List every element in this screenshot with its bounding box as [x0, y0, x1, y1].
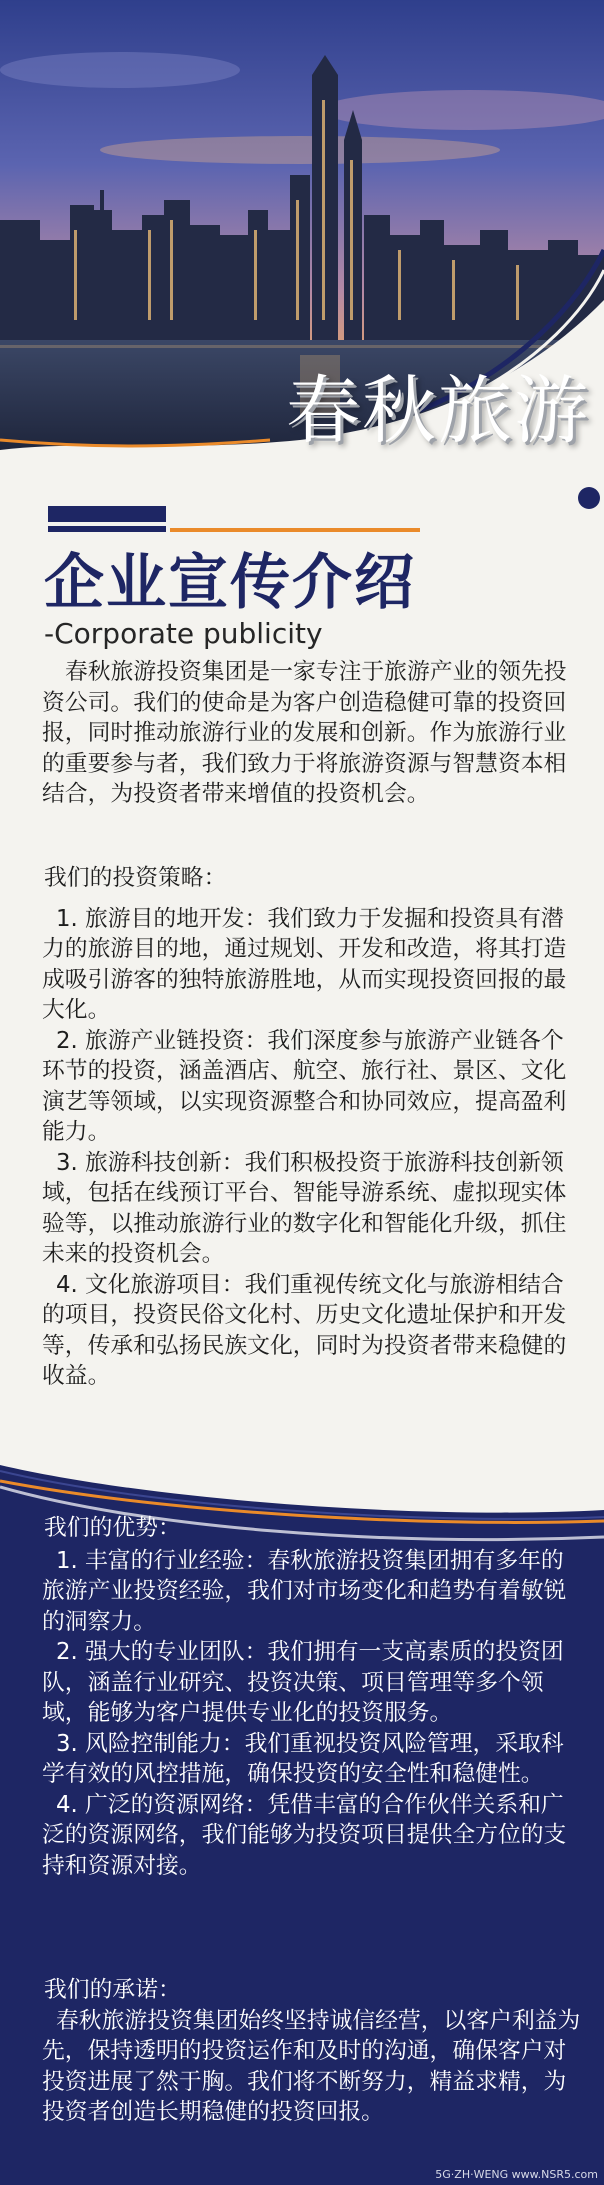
commitment-block — [42, 1975, 582, 2128]
section-subtitle: -Corporate publicity — [44, 617, 323, 650]
advantages-heading: 我们的优势： — [44, 1515, 181, 1541]
strategy-item: 3. 旅游科技创新：我们积极投资于旅游科技创新领域，包括在线预订平台、智能导游系统、虚拟现实体验等，以推动旅游行业的数字化和智能化升级，抓住未来的投资机会。 — [42, 1149, 567, 1267]
strategy-item: 2. 旅游产业链投资：我们深度参与旅游产业链各个环节的投资，涵盖酒店、航空、旅行社、景区、文化演艺等领域，以实现资源整合和协同效应，提高盈利能力。 — [42, 1027, 567, 1145]
watermark-text: 5G·ZH·WENG www.NSR5.com — [435, 2168, 598, 2181]
decorative-bar — [48, 506, 166, 522]
advantage-item: 3. 风险控制能力：我们重视投资风险管理，采取科学有效的风控措施，确保投资的安全性和稳健性。 — [42, 1730, 564, 1787]
intro-paragraph: 春秋旅游投资集团是一家专注于旅游产业的领先投资公司。我们的使命是为客户创造稳健可靠的投资回报，同时推动旅游行业的发展和创新。作为旅游行业的重要参与者，我们致力于将旅游资源与智慧资本相结合，为投资者带来增值的投资机会。 — [42, 659, 567, 807]
strategy-heading: 我们的投资策略： — [44, 865, 227, 891]
strategy-item: 1. 旅游目的地开发：我们致力于发掘和投资具有潜力的旅游目的地，通过规划、开发和改造，将其打造成吸引游客的独特旅游胜地，从而实现投资回报的最大化。 — [42, 905, 567, 1023]
decorative-bar-thin — [48, 526, 166, 532]
decorative-orange-line — [170, 528, 420, 532]
intro-block — [42, 657, 582, 810]
brand-title: 春秋旅游 — [286, 368, 590, 454]
strategy-item: 4. 文化旅游项目：我们重视传统文化与旅游相结合的项目，投资民俗文化村、历史文化遗址保护和开发等，传承和弘扬民族文化，同时为投资者带来稳健的收益。 — [42, 1271, 567, 1389]
advantages-block — [42, 1513, 582, 1881]
advantage-item: 4. 广泛的资源网络：凭借丰富的合作伙伴关系和广泛的资源网络，我们能够为投资项目提供全方位的支持和资源对接。 — [42, 1791, 567, 1879]
advantage-item: 1. 丰富的行业经验：春秋旅游投资集团拥有多年的旅游产业投资经验，我们对市场变化和趋势有着敏锐的洞察力。 — [42, 1547, 567, 1635]
advantage-item: 2. 强大的专业团队：我们拥有一支高素质的投资团队，涵盖行业研究、投资决策、项目管理等多个领域，能够为客户提供专业化的投资服务。 — [42, 1639, 564, 1726]
commitment-heading: 我们的承诺： — [44, 1977, 181, 2003]
section-title: 企业宣传介绍 — [44, 548, 416, 618]
commitment-paragraph: 春秋旅游投资集团始终坚持诚信经营，以客户利益为先，保持透明的投资运作和及时的沟通，确保客户对投资进展了然于胸。我们将不断努力，精益求精，为投资者创造长期稳健的投资回报。 — [42, 2007, 581, 2125]
strategy-block — [42, 863, 582, 1392]
decorative-dot — [578, 487, 600, 509]
